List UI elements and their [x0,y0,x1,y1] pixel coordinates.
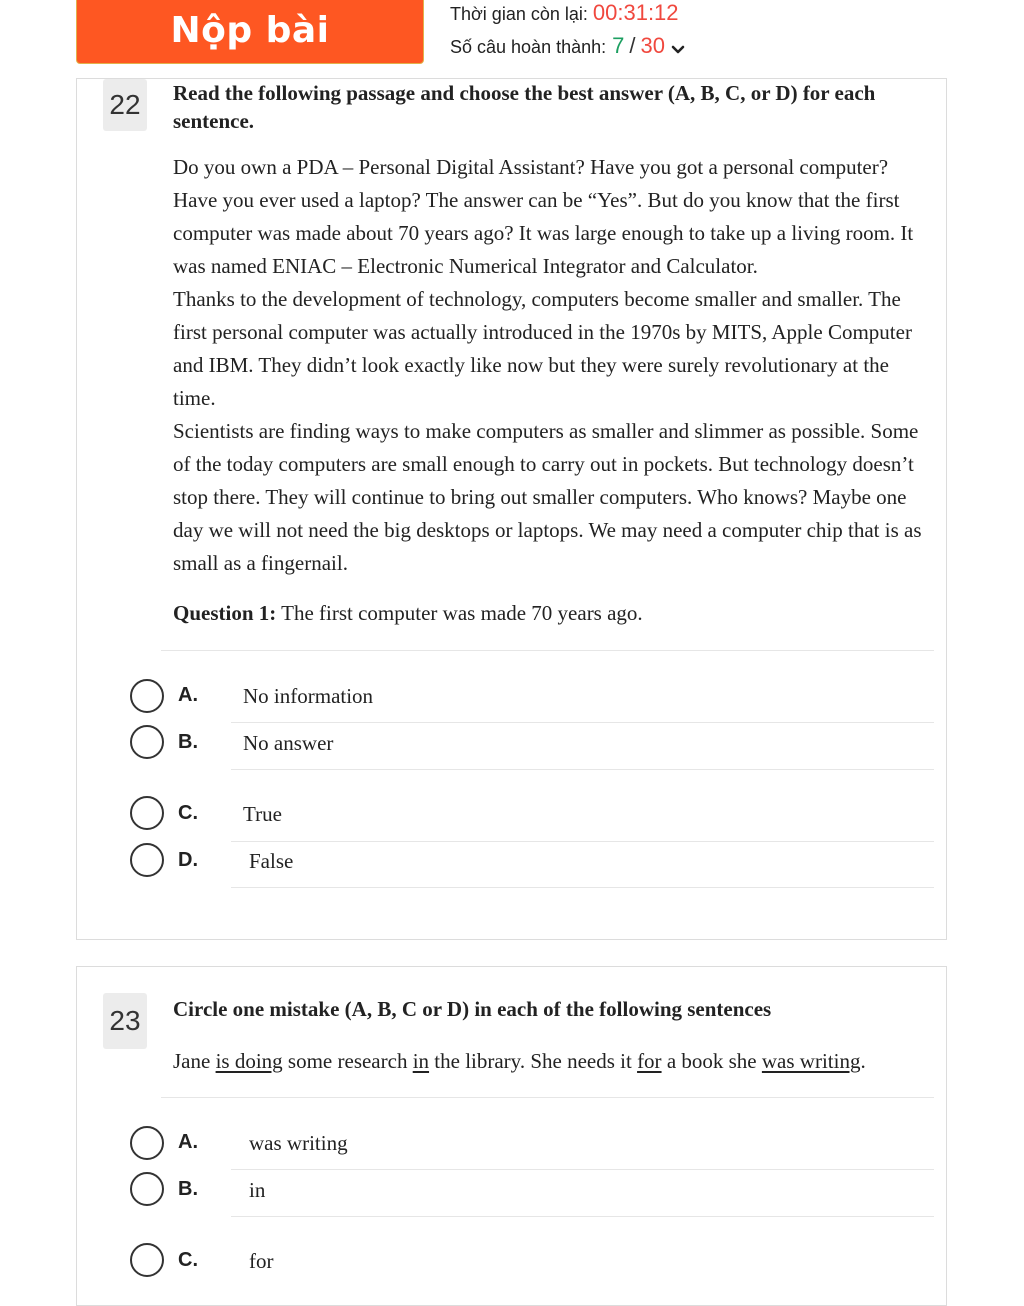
question-card-23 [76,966,947,1306]
option-d-radio[interactable] [130,843,164,877]
progress-counter [450,33,685,59]
question-card-22 [76,78,947,940]
option-c-radio[interactable] [130,1243,164,1277]
divider [231,1169,934,1170]
option-c-text[interactable]: True [243,802,282,826]
option-d-text[interactable]: False [249,849,294,873]
option-a-radio[interactable] [130,1126,164,1160]
question-instruction: Read the following passage and choose the best answer (A, B, C, or D) for each sentence. [173,81,876,133]
option-a-radio[interactable] [130,679,164,713]
divider [231,1216,934,1217]
sentence-text: Jane [173,1049,216,1073]
option-c-letter: C. [178,1249,198,1271]
top-bar [0,0,1024,66]
underlined-part: is doing [215,1049,283,1073]
option-b-text[interactable]: No answer [243,731,334,755]
underlined-part: was writing [761,1049,861,1073]
option-a-text[interactable]: was writing [249,1131,348,1155]
option-c-letter: C. [178,802,198,824]
option-a-letter: A. [178,684,198,706]
underlined-part: for [637,1049,662,1073]
timer [450,0,679,26]
sentence-text: . [860,1049,866,1073]
option-c-radio[interactable] [130,796,164,830]
option-c-text[interactable]: for [249,1249,274,1273]
reading-passage [173,151,933,580]
progress-done: 7 [612,33,625,58]
option-b-text[interactable]: in [249,1178,266,1202]
sentence-text: a book she [661,1049,762,1073]
option-a-text[interactable]: No information [243,684,374,708]
question-number: 22 [103,79,147,131]
divider [231,769,934,770]
question-number: 23 [103,993,147,1049]
sentence-text: some research [282,1049,413,1073]
question-prompt [173,601,643,626]
progress-total: 30 [640,33,665,58]
divider [231,722,934,723]
underlined-part: in [412,1049,430,1073]
option-a-letter: A. [178,1131,198,1153]
question-instruction: Circle one mistake (A, B, C or D) in each of the following sentences [173,997,772,1021]
timer-value: 00:31:12 [592,0,679,25]
progress-label: Số câu hoàn thành: [450,37,607,57]
sentence-text: the library. She needs it [429,1049,638,1073]
progress-separator: / [629,33,636,58]
passage-paragraph: Do you own a PDA – Personal Digital Assistant? Have you got a personal computer? Have you ever used a laptop? The answer can be “Yes”. But do you know that the first computer was made about 70 years ago? It was large enough to take up a living room. It was named ENIAC – Electronic Numerical Integrator and Calculator. [173,155,914,278]
divider [161,650,934,651]
chevron-down-icon[interactable] [671,39,685,60]
question-label: Question 1: [173,601,277,625]
option-b-radio[interactable] [130,725,164,759]
passage-paragraph: Scientists are finding ways to make computers as smaller and slimmer as possible. Some of the today computers are small enough to carry out in pockets. But technology doesn’t stop there. They will continue to bring out smaller computers. Who knows? Maybe one day we will not need the big desktops or laptops. We may need a computer chip that is as small as a fingernail. [173,419,922,575]
option-b-letter: B. [178,731,198,753]
divider [231,841,934,842]
timer-label: Thời gian còn lại: [450,4,588,24]
option-b-radio[interactable] [130,1172,164,1206]
divider [161,1097,934,1098]
passage-paragraph: Thanks to the development of technology, computers become smaller and smaller. The first personal computer was actually introduced in the 1970s by MITS, Apple Computer and IBM. They didn’t look exactly like now but they were surely revolutionary at the time. [173,287,912,410]
option-d-letter: D. [178,849,198,871]
divider [231,887,934,888]
submit-button[interactable]: Nộp bài [76,0,424,64]
option-b-letter: B. [178,1178,198,1200]
error-sentence [173,1049,866,1074]
question-text: The first computer was made 70 years ago. [276,601,643,625]
